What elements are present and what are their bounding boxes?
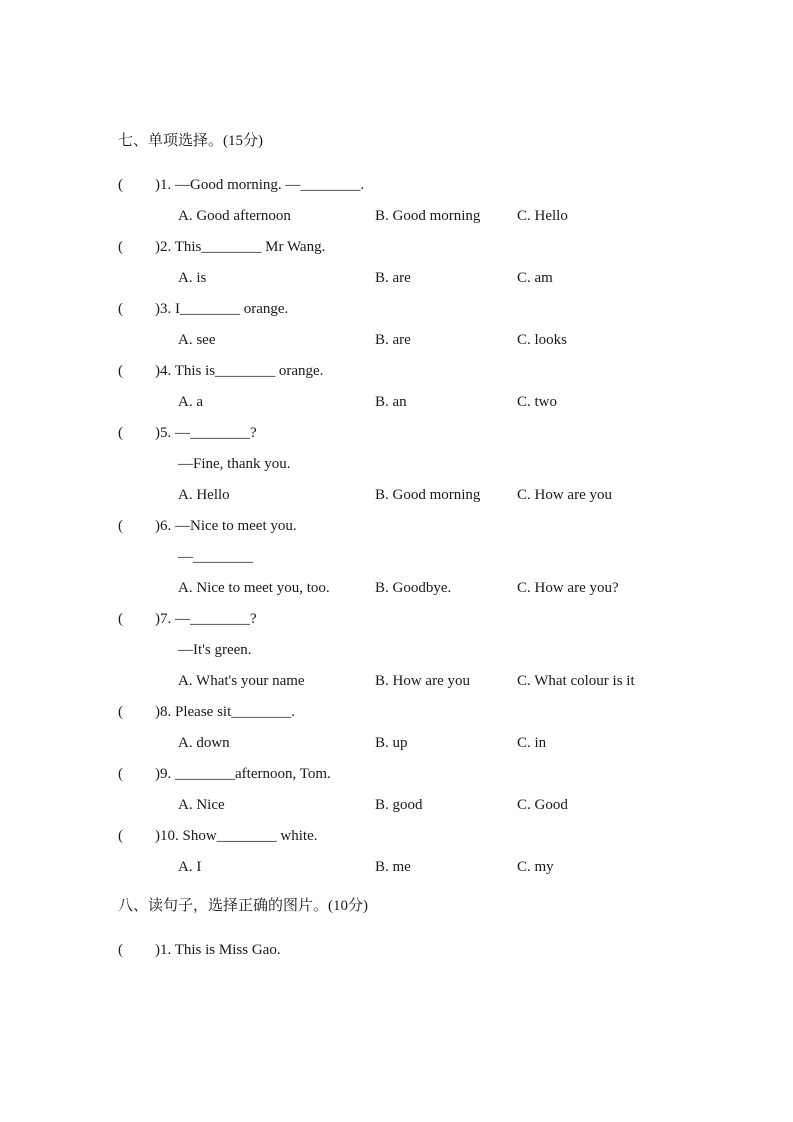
question-stem: )7. —________? xyxy=(155,611,257,627)
question-stem-line xyxy=(118,821,763,852)
option-c: C. Hello xyxy=(517,208,568,224)
section xyxy=(118,891,763,966)
question-stem-line xyxy=(118,759,763,790)
question-stem: )1. —Good morning. —________. xyxy=(155,177,365,193)
options-row xyxy=(118,387,763,418)
options-row xyxy=(118,263,763,294)
question-block xyxy=(118,821,763,883)
option-b: B. Good morning xyxy=(375,208,481,224)
question-block xyxy=(118,759,763,821)
option-a: A. I xyxy=(178,859,202,875)
answer-paren: ( xyxy=(118,239,123,255)
option-b: B. Good morning xyxy=(375,487,481,503)
question-stem-line xyxy=(118,604,763,635)
answer-paren: ( xyxy=(118,611,123,627)
question-block xyxy=(118,697,763,759)
question-stem: )3. I________ orange. xyxy=(155,301,289,317)
option-c: C. am xyxy=(517,270,553,286)
options-row xyxy=(118,480,763,511)
sections-container xyxy=(118,126,763,966)
option-c: C. How are you xyxy=(517,487,612,503)
option-c: C. Good xyxy=(517,797,568,813)
option-a: A. Good afternoon xyxy=(178,208,291,224)
answer-paren: ( xyxy=(118,301,123,317)
options-row xyxy=(118,573,763,604)
option-a: A. Hello xyxy=(178,487,230,503)
question-block xyxy=(118,170,763,232)
option-b: B. an xyxy=(375,394,407,410)
option-b: B. How are you xyxy=(375,673,470,689)
section-title: 七、单项选择。(15分) xyxy=(118,133,263,149)
question-stem: )5. —________? xyxy=(155,425,257,441)
answer-paren: ( xyxy=(118,425,123,441)
question-block xyxy=(118,418,763,511)
option-c: C. my xyxy=(517,859,554,875)
question-block xyxy=(118,511,763,604)
option-b: B. are xyxy=(375,270,411,286)
question-block xyxy=(118,232,763,294)
question-stem-line xyxy=(118,356,763,387)
option-a: A. see xyxy=(178,332,216,348)
question-continuation: —________ xyxy=(178,549,253,565)
section xyxy=(118,126,763,883)
question-stem: )4. This is________ orange. xyxy=(155,363,324,379)
options-row xyxy=(118,666,763,697)
question-stem: )10. Show________ white. xyxy=(155,828,318,844)
question-stem-line xyxy=(118,418,763,449)
section-title: 八、读句子，选择正确的图片。(10分) xyxy=(118,898,368,914)
option-c: C. How are you? xyxy=(517,580,619,596)
question-continuation: —Fine, thank you. xyxy=(178,456,291,472)
options-row xyxy=(118,201,763,232)
question-stem-line xyxy=(118,697,763,728)
question-stem: )9. ________afternoon, Tom. xyxy=(155,766,331,782)
options-row xyxy=(118,790,763,821)
question-stem: )8. Please sit________. xyxy=(155,704,295,720)
question-block xyxy=(118,935,763,966)
option-a: A. a xyxy=(178,394,203,410)
question-block xyxy=(118,604,763,697)
option-b: B. me xyxy=(375,859,411,875)
option-a: A. is xyxy=(178,270,207,286)
option-b: B. up xyxy=(375,735,408,751)
options-row xyxy=(118,325,763,356)
answer-paren: ( xyxy=(118,518,123,534)
option-b: B. Goodbye. xyxy=(375,580,452,596)
option-c: C. two xyxy=(517,394,558,410)
question-stem: )2. This________ Mr Wang. xyxy=(155,239,326,255)
question-continuation: —It's green. xyxy=(178,642,252,658)
question-stem-line xyxy=(118,935,763,966)
question-stem-line xyxy=(118,511,763,542)
answer-paren: ( xyxy=(118,177,123,193)
question-block xyxy=(118,356,763,418)
answer-paren: ( xyxy=(118,766,123,782)
question-stem: )6. —Nice to meet you. xyxy=(155,518,297,534)
option-a: A. Nice xyxy=(178,797,225,813)
answer-paren: ( xyxy=(118,704,123,720)
answer-paren: ( xyxy=(118,828,123,844)
question-block xyxy=(118,294,763,356)
options-row xyxy=(118,852,763,883)
option-b: B. good xyxy=(375,797,423,813)
option-b: B. are xyxy=(375,332,411,348)
options-row xyxy=(118,728,763,759)
option-a: A. down xyxy=(178,735,230,751)
option-c: C. looks xyxy=(517,332,568,348)
option-c: C. in xyxy=(517,735,547,751)
option-a: A. Nice to meet you, too. xyxy=(178,580,330,596)
option-a: A. What's your name xyxy=(178,673,305,689)
question-stem-line xyxy=(118,170,763,201)
answer-paren: ( xyxy=(118,363,123,379)
option-c: C. What colour is it xyxy=(517,673,635,689)
question-stem-line xyxy=(118,294,763,325)
question-stem-line xyxy=(118,232,763,263)
question-stem: )1. This is Miss Gao. xyxy=(155,942,281,958)
answer-paren: ( xyxy=(118,942,123,958)
